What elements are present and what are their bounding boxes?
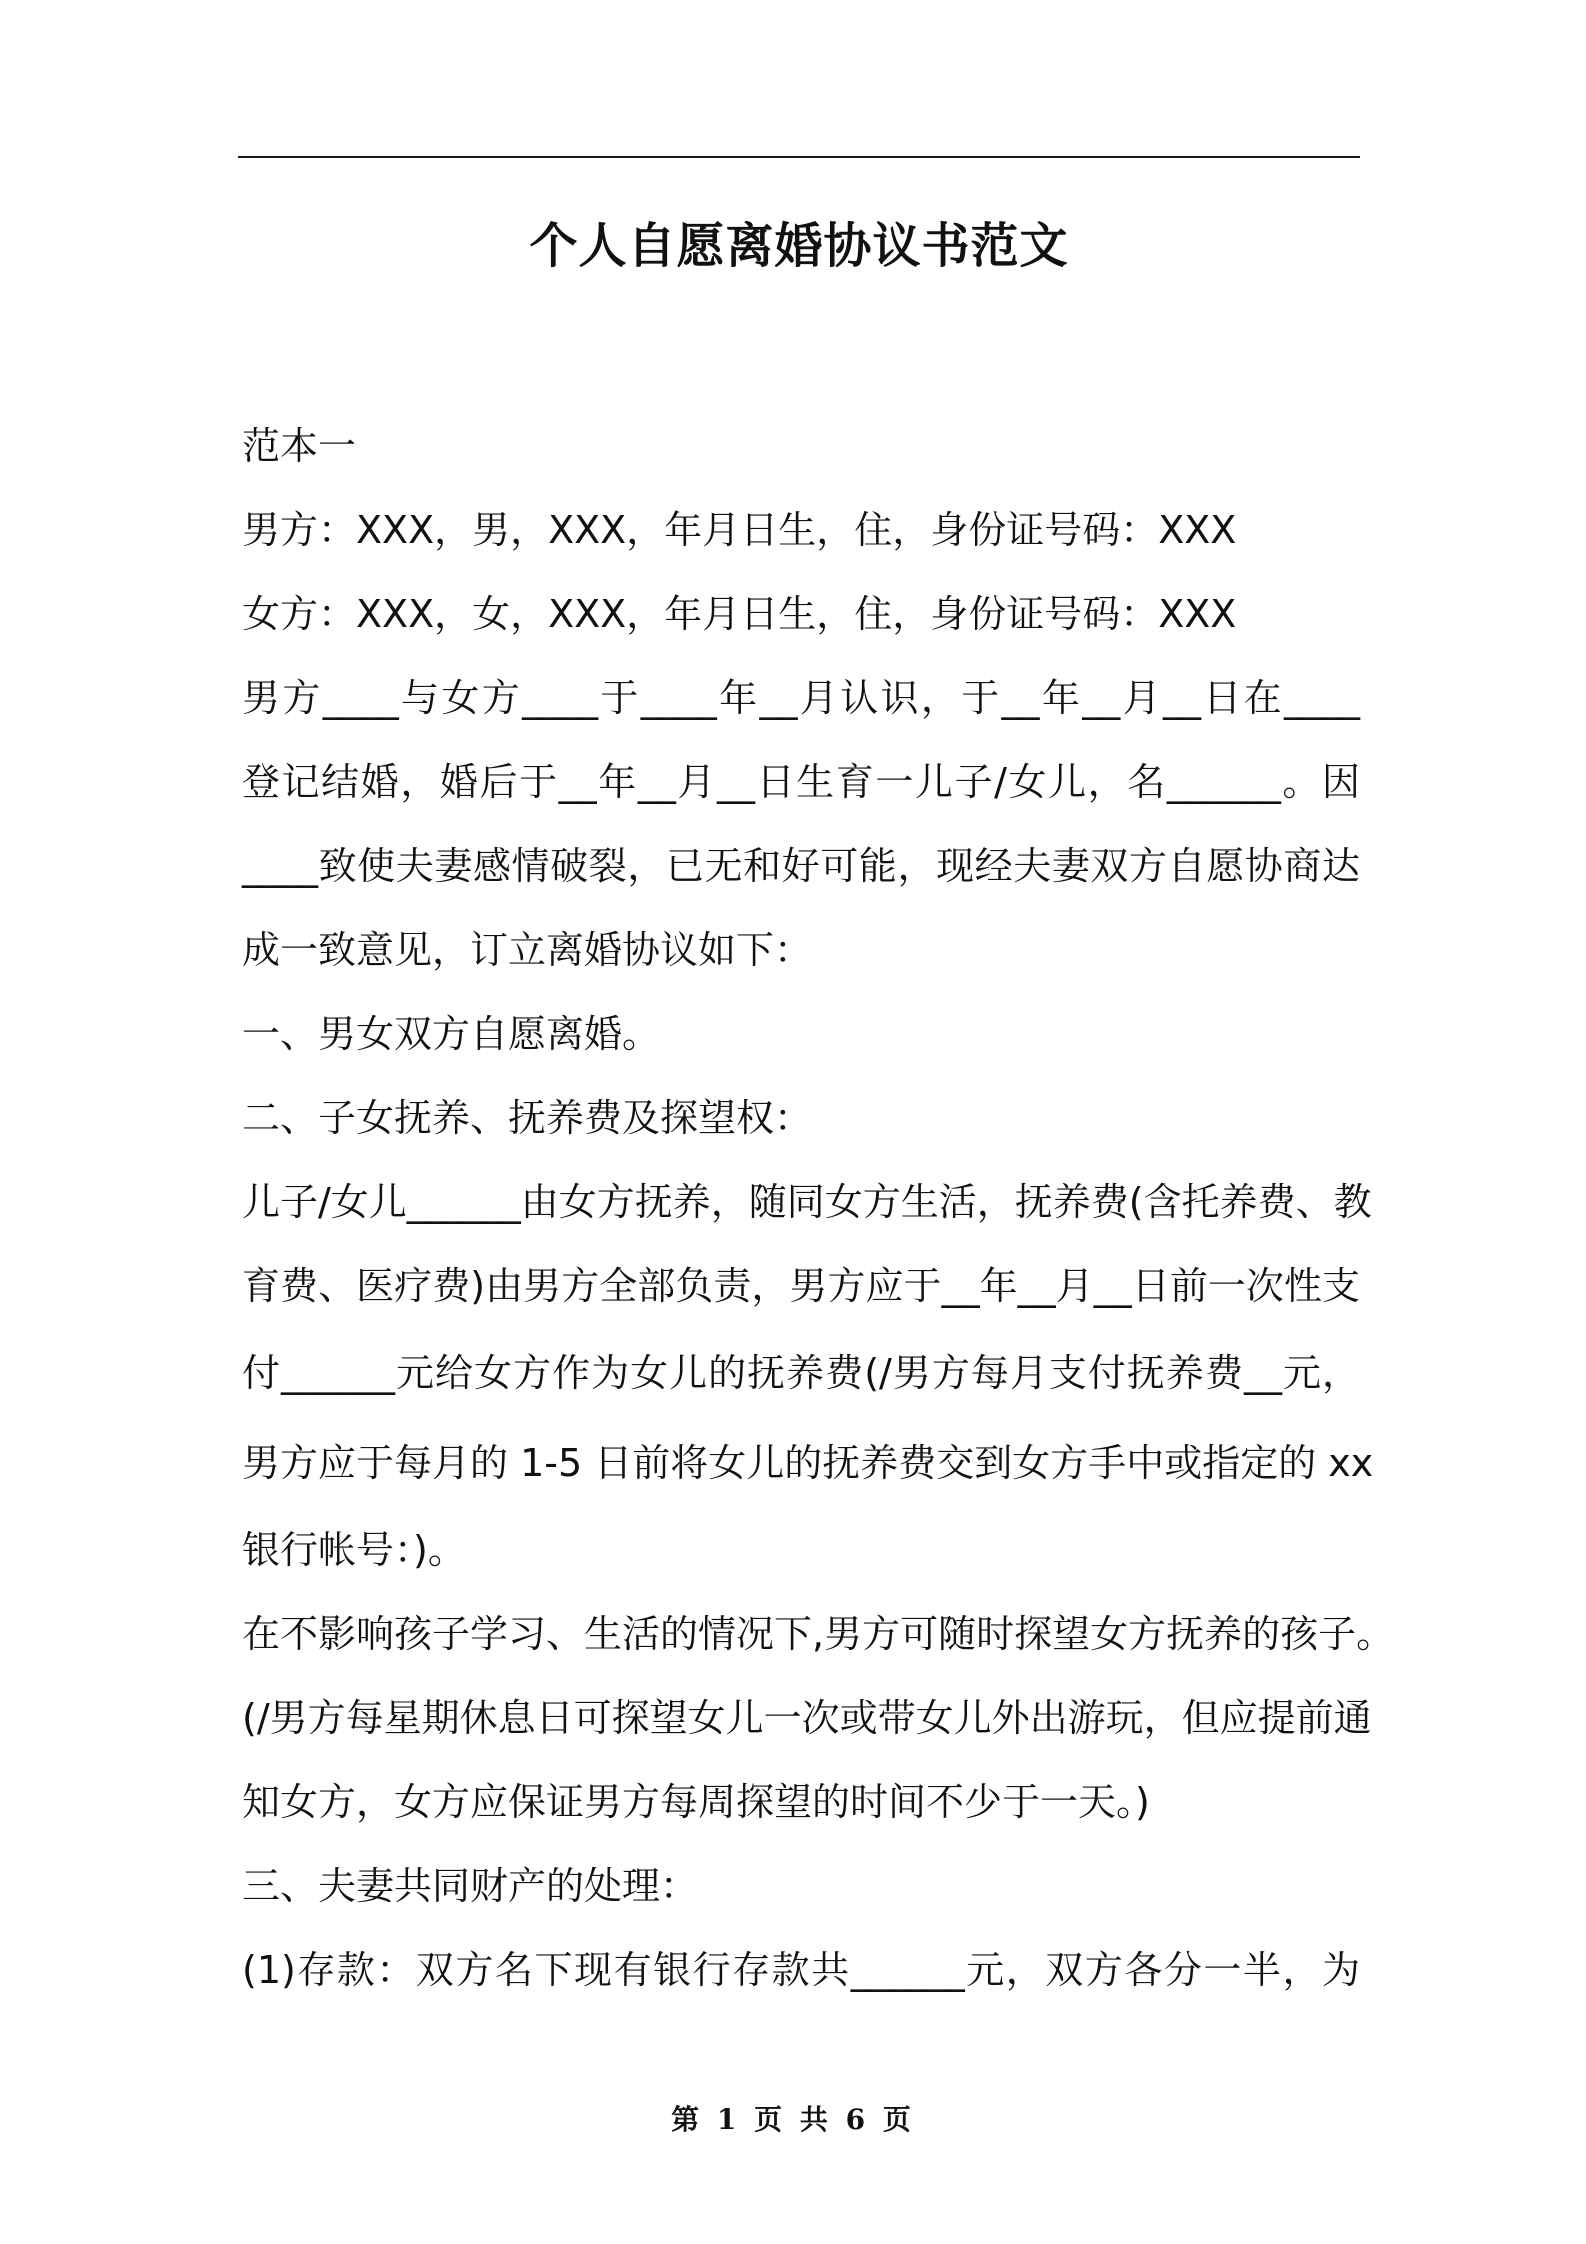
document-body <box>242 404 1395 2012</box>
paragraph-line: 男方：XXX，男，XXX，年月日生，住，身份证号码：XXX <box>242 508 1237 552</box>
paragraph-line: (/男方每星期休息日可探望女儿一次或带女儿外出游玩，但应提前通 <box>242 1696 1372 1740</box>
paragraph-line: 登记结婚，婚后于__年__月__日生育一儿子/女儿，名______。因 <box>242 760 1360 804</box>
paragraph-line: 成一致意见，订立离婚协议如下： <box>242 928 813 972</box>
paragraph-line: 在不影响孩子学习、生活的情况下,男方可随时探望女方抚养的孩子。 <box>242 1612 1395 1656</box>
paragraph-line: 男方____与女方____于____年__月认识，于__年__月__日在____ <box>242 676 1360 720</box>
paragraph-line: (1)存款：双方名下现有银行存款共______元，双方各分一半，为 <box>242 1948 1360 1992</box>
page-number: 第 1 页 共 6 页 <box>671 2103 915 2136</box>
paragraph-line: 育费、医疗费)由男方全部负责，男方应于__年__月__日前一次性支 <box>242 1264 1360 1308</box>
clause-heading: 一、男女双方自愿离婚。 <box>242 1012 661 1056</box>
document-title: 个人自愿离婚协议书范文 <box>529 218 1069 274</box>
clause-heading: 三、夫妻共同财产的处理： <box>242 1864 699 1908</box>
clause-heading: 二、子女抚养、抚养费及探望权： <box>242 1096 813 1140</box>
header-rule <box>238 156 1360 158</box>
paragraph-line: 女方：XXX，女，XXX，年月日生，住，身份证号码：XXX <box>242 592 1237 636</box>
paragraph-line: ____致使夫妻感情破裂，已无和好可能，现经夫妻双方自愿协商达 <box>242 844 1360 888</box>
paragraph-line: 银行帐号：)。 <box>242 1528 466 1572</box>
paragraph-line: 付______元给女方作为女儿的抚养费(/男方每月支付抚养费__元， <box>242 1351 1360 1395</box>
paragraph-line: 儿子/女儿______由女方抚养，随同女方生活，抚养费(含托养费、教 <box>242 1180 1372 1224</box>
paragraph-line: 男方应于每月的 1-5 日前将女儿的抚养费交到女方手中或指定的 xx <box>242 1441 1374 1485</box>
section-label: 范本一 <box>242 424 357 468</box>
paragraph-line: 知女方，女方应保证男方每周探望的时间不少于一天。) <box>242 1780 1150 1824</box>
